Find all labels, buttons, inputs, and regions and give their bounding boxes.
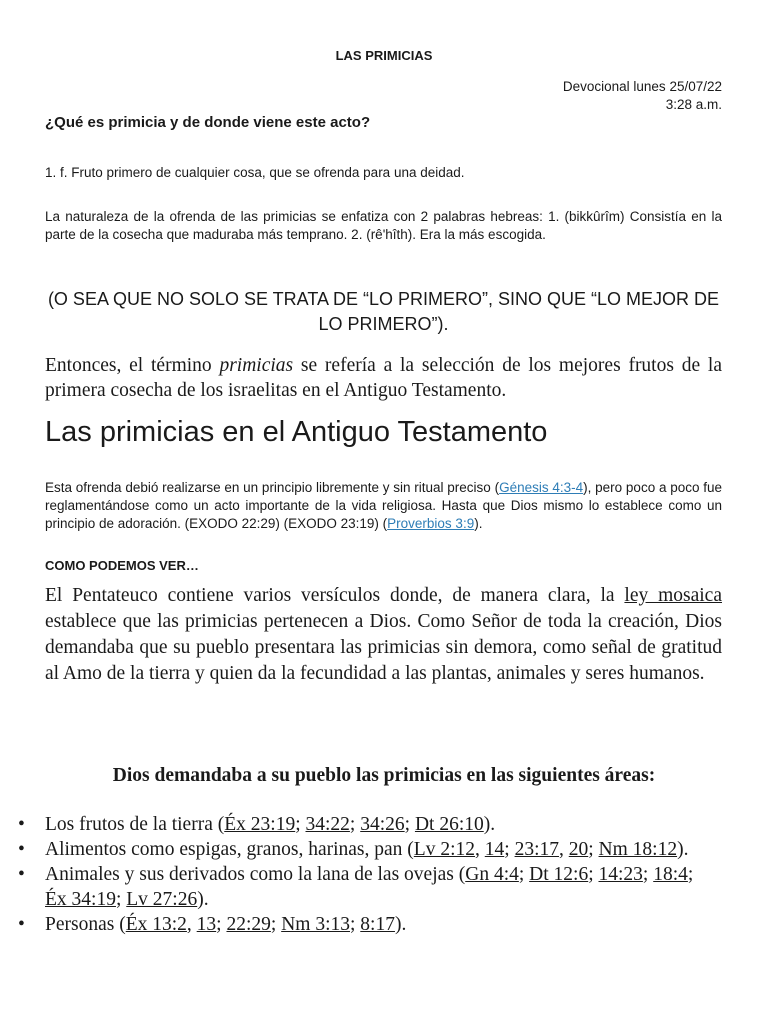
scripture-ref[interactable]: Éx 23:19 — [224, 814, 296, 835]
item-text: Animales y sus derivados como la lana de las ovejas ( — [45, 864, 466, 885]
scripture-ref[interactable]: 14:23 — [598, 864, 643, 885]
scripture-ref[interactable]: 18:4 — [653, 864, 688, 885]
item-end: ). — [394, 914, 407, 935]
genesis-link[interactable]: Génesis 4:3-4 — [499, 480, 584, 495]
paragraph-text: se refería a la selección de los mejores frutos de la primera cosecha de los israelitas en el Antiguo Testamento. — [45, 355, 722, 401]
scripture-ref[interactable]: 13 — [196, 914, 217, 935]
paragraph-text: El Pentateuco contiene varios versículos donde, de manera clara, la — [45, 585, 625, 606]
paragraph-text: Entonces, el término — [45, 355, 220, 376]
hebrew-words-paragraph: La naturaleza de la ofrenda de las primicias se enfatiza con 2 palabras hebreas: 1. (bikkûrîm) Consistía en la parte de la cosecha que maduraba más temprano. 2. (rê'hîth). Era la más escogida. — [45, 209, 722, 242]
scripture-ref[interactable]: Nm 18:12 — [598, 839, 678, 860]
areas-list — [45, 812, 705, 937]
scripture-ref[interactable]: Dt 12:6 — [529, 864, 589, 885]
question-heading: ¿Qué es primicia y de donde viene este acto? — [45, 114, 371, 131]
item-end: ). — [677, 839, 689, 860]
primicias-meaning-paragraph — [45, 353, 722, 403]
scripture-ref[interactable]: 14 — [484, 839, 505, 860]
section-heading-antiguo-testamento: Las primicias en el Antiguo Testamento — [45, 416, 548, 448]
paragraph-text: ). — [474, 516, 483, 531]
devotional-time-line: 3:28 a.m. — [665, 97, 722, 112]
item-text: Los frutos de la tierra ( — [45, 814, 225, 835]
document-title: LAS PRIMICIAS — [335, 48, 433, 63]
scripture-ref[interactable]: Dt 26:10 — [414, 814, 484, 835]
list-item: • Personas (Éx 13:2, 13; 22:29; Nm 3:13; 8:17). — [45, 912, 705, 937]
paragraph-text: establece que las primicias pertenecen a Dios. Como Señor de toda la creación, Dios demandaba que su pueblo presentara las primicias sin demora, como señal de gratitud al Amo de la tierra y quien da la fecundidad a las plantas, animales y seres humanos. — [45, 611, 722, 684]
areas-heading: Dios demandaba a su pueblo las primicias en las siguientes áreas: — [112, 765, 656, 786]
item-end: ). — [197, 889, 209, 910]
scripture-ref[interactable]: 34:26 — [360, 814, 405, 835]
scripture-ref[interactable]: Lv 2:12 — [413, 839, 476, 860]
scripture-ref[interactable]: 22:29 — [226, 914, 271, 935]
ley-mosaica-link[interactable]: ley mosaica — [624, 585, 722, 606]
item-text: Personas ( — [45, 914, 126, 935]
scripture-ref[interactable]: Lv 27:26 — [126, 889, 198, 910]
scripture-ref[interactable]: 34:22 — [305, 814, 350, 835]
list-item: • Los frutos de la tierra (Éx 23:19; 34:22; 34:26; Dt 26:10). — [45, 812, 705, 837]
caps-statement: (O SEA QUE NO SOLO SE TRATA DE “LO PRIMERO”, SINO QUE “LO MEJOR DE LO PRIMERO”). — [47, 289, 720, 334]
paragraph-text: Esta ofrenda debió realizarse en un principio libremente y sin ritual preciso ( — [45, 480, 500, 495]
proverbios-link[interactable]: Proverbios 3:9 — [387, 516, 475, 531]
emphasis-term: primicias — [219, 355, 294, 376]
item-end: ). — [483, 814, 496, 835]
paragraph-text: ), pero poco a poco fue reglamentándose como un acto importante de la vida religiosa. Hasta que Dios mismo lo establece como un principio de adoración. (EXODO 22:29) (EXODO 23:19) ( — [45, 480, 723, 531]
scripture-ref[interactable]: 8:17 — [360, 914, 395, 935]
scripture-ref[interactable]: Éx 13:2 — [125, 914, 187, 935]
list-item: • Alimentos como espigas, granos, harinas, pan (Lv 2:12, 14; 23:17, 20; Nm 18:12). — [45, 837, 705, 862]
pentateuco-paragraph — [45, 583, 722, 687]
scripture-ref[interactable]: Nm 3:13 — [281, 914, 350, 935]
list-item: • Animales y sus derivados como la lana de las ovejas (Gn 4:4; Dt 12:6; 14:23; 18:4; Éx 34:19; Lv 27:26). — [45, 862, 705, 912]
devotional-date — [563, 78, 722, 114]
scripture-ref[interactable]: Éx 34:19 — [45, 889, 116, 910]
scripture-ref[interactable]: 20 — [568, 839, 589, 860]
como-podemos-ver-label: COMO PODEMOS VER… — [45, 558, 199, 573]
devotional-date-line: Devocional lunes 25/07/22 — [562, 79, 722, 94]
item-text: Alimentos como espigas, granos, harinas, pan ( — [45, 839, 414, 860]
scripture-ref[interactable]: Gn 4:4 — [465, 864, 519, 885]
offering-history-paragraph — [45, 479, 722, 533]
scripture-ref[interactable]: 23:17 — [514, 839, 559, 860]
definition-text: 1. f. Fruto primero de cualquier cosa, que se ofrenda para una deidad. — [45, 165, 465, 180]
